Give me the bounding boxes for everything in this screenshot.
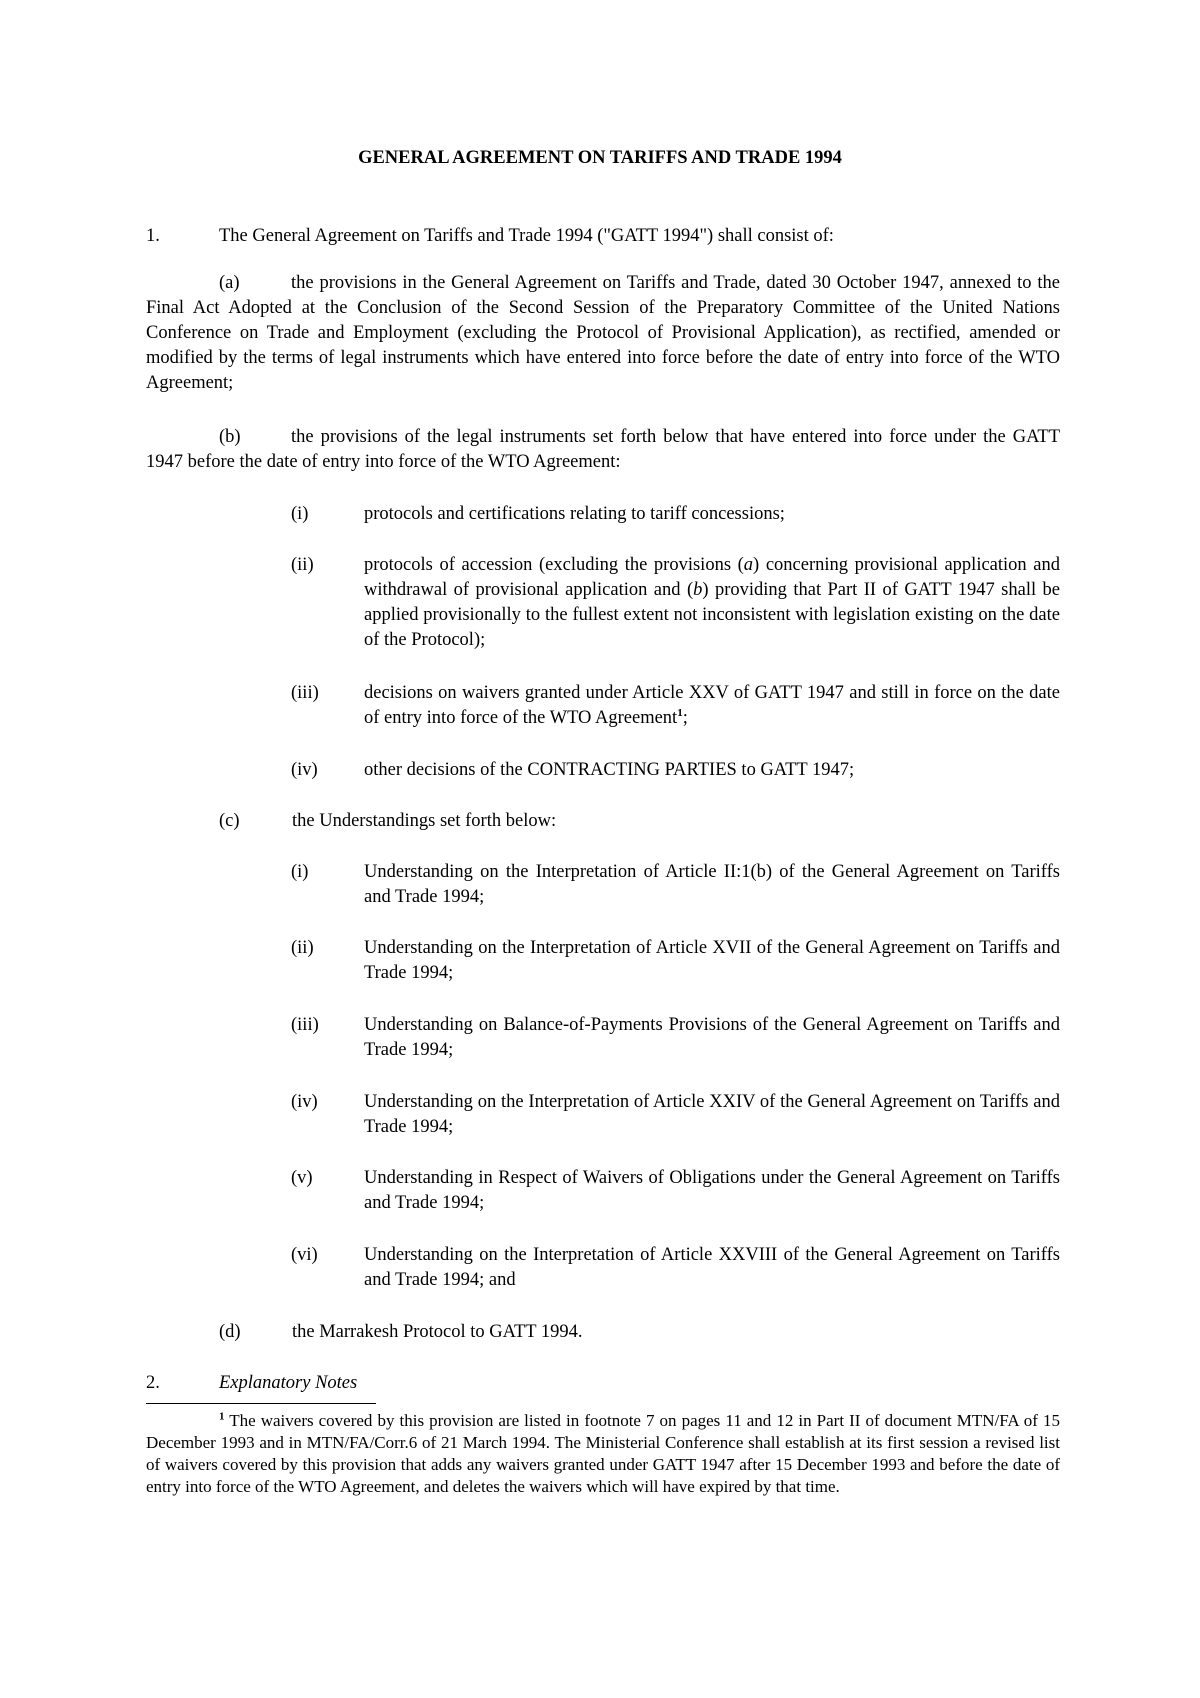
item-label: (a) (219, 273, 240, 293)
subitem-text: protocols and certifications relating to tariff concessions; (364, 504, 785, 524)
item-c-ii (291, 936, 1060, 986)
item-b-iv (291, 758, 1060, 783)
footnote-mark: 1 (219, 1410, 225, 1423)
document-title: GENERAL AGREEMENT ON TARIFFS AND TRADE 1994 (358, 148, 842, 168)
item-text: the Understandings set forth below: (292, 811, 557, 831)
paragraph-number: 2. (146, 1373, 160, 1393)
item-d (219, 1320, 1060, 1345)
subitem-label: (i) (291, 862, 309, 882)
footnote-text: The waivers covered by this provision are listed in footnote 7 on pages 11 and 12 in Part II of document MTN/FA of 15 December 1993 and in MTN/FA/Corr.6 of 21 March 1994. The Ministerial Conference shall establish at its first session a revised list of waivers covered by this provision that adds any waivers granted under GATT 1947 after 15 December 1993 and before the date of entry into force of the WTO Agreement, and deletes the waivers which will have expired by that time. (146, 1411, 1061, 1496)
subitem-text: protocols of accession (excluding the provisions (a) concerning provisional application and withdrawal of provisional application and (b) providing that Part II of GATT 1947 shall be applied provisionally to the fullest extent not inconsistent with legislation existing on the date of the Protocol); (364, 555, 1060, 650)
item-c-i (291, 860, 1060, 910)
footnote-separator (146, 1403, 376, 1404)
subitem-label: (iv) (291, 760, 318, 780)
subitem-label: (ii) (291, 938, 314, 958)
item-c (219, 809, 1060, 834)
subitem-label: (i) (291, 504, 309, 524)
item-c-v (291, 1166, 1060, 1216)
subitem-label: (vi) (291, 1245, 318, 1265)
footnote (146, 1410, 1060, 1498)
item-label: (b) (219, 427, 241, 447)
subitem-text: Understanding in Respect of Waivers of Obligations under the General Agreement on Tariffs and Trade 1994; (364, 1168, 1060, 1213)
item-b-i (291, 502, 1060, 527)
subitem-text: Understanding on the Interpretation of Article XVII of the General Agreement on Tariffs and Trade 1994; (364, 938, 1060, 983)
item-b-ii (291, 553, 1060, 653)
footnote-ref[interactable]: 1 (677, 706, 683, 719)
item-label: (c) (219, 811, 240, 831)
item-b (146, 425, 1060, 475)
item-a (146, 271, 1060, 396)
subitem-label: (v) (291, 1168, 313, 1188)
item-text: the provisions in the General Agreement on Tariffs and Trade, dated 30 October 1947, annexed to the Final Act Adopted at the Conclusion of the Second Session of the Preparatory Committee of the United Nations Conference on Trade and Employment (excluding the Protocol of Provisional Application), as rectified, amended or modified by the terms of legal instruments which have entered into force before the date of entry into force of the WTO Agreement; (146, 273, 1060, 393)
subitem-label: (iii) (291, 1015, 319, 1035)
subitem-label: (iv) (291, 1092, 318, 1112)
item-text: the provisions of the legal instruments set forth below that have entered into force under the GATT 1947 before the date of entry into force of the WTO Agreement: (146, 427, 1060, 472)
paragraph-2 (146, 1371, 1060, 1396)
subitem-text: Understanding on the Interpretation of Article XXVIII of the General Agreement on Tariffs and Trade 1994; and (364, 1245, 1060, 1290)
subitem-text: Understanding on the Interpretation of Article XXIV of the General Agreement on Tariffs and Trade 1994; (364, 1092, 1060, 1137)
subitem-text: other decisions of the CONTRACTING PARTIES to GATT 1947; (364, 760, 855, 780)
item-c-iii (291, 1013, 1060, 1063)
subitem-label: (ii) (291, 555, 314, 575)
subitem-label: (iii) (291, 683, 319, 703)
item-text: the Marrakesh Protocol to GATT 1994. (292, 1322, 583, 1342)
subitem-text: Understanding on the Interpretation of Article II:1(b) of the General Agreement on Tariffs and Trade 1994; (364, 862, 1060, 907)
subitem-text: Understanding on Balance-of-Payments Provisions of the General Agreement on Tariffs and Trade 1994; (364, 1015, 1060, 1060)
item-label: (d) (219, 1322, 241, 1342)
paragraph-number: 1. (146, 226, 160, 246)
item-b-iii (291, 681, 1060, 731)
item-c-vi (291, 1243, 1060, 1293)
paragraph-text: The General Agreement on Tariffs and Trade 1994 ("GATT 1994") shall consist of: (219, 226, 834, 246)
item-c-iv (291, 1090, 1060, 1140)
subitem-text: decisions on waivers granted under Article XXV of GATT 1947 and still in force on the date of entry into force of the WTO Agreement$^1$; (364, 683, 1060, 728)
section-heading: Explanatory Notes (219, 1373, 358, 1393)
paragraph-1 (146, 224, 1060, 249)
